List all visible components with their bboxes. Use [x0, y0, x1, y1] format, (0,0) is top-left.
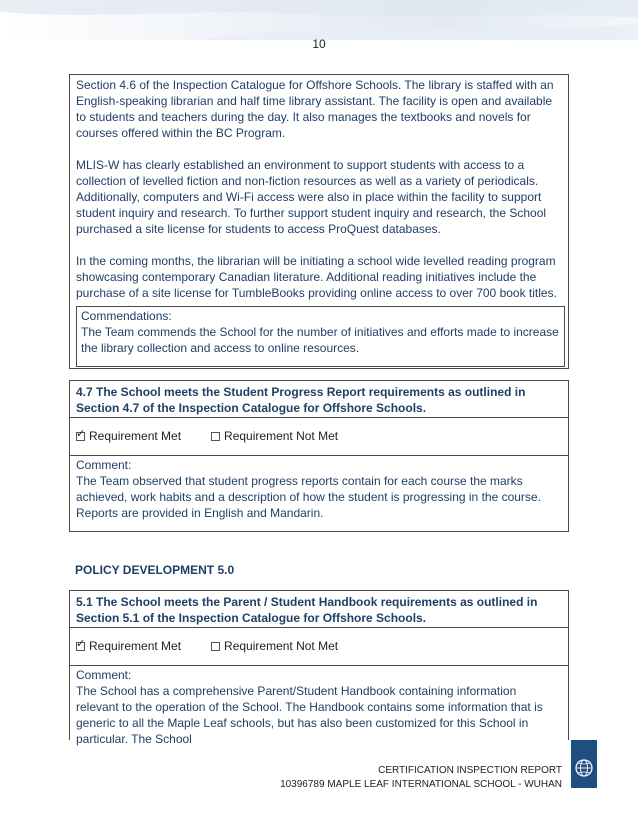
requirement-met-label: Requirement Met: [89, 639, 182, 653]
requirement-not-met-option[interactable]: [211, 639, 338, 653]
commendations-text: The Team commends the School for the number of initiatives and efforts made to increase the library collection and access to online resources.: [81, 325, 559, 355]
policy-development-title: POLICY DEVELOPMENT 5.0: [75, 563, 235, 577]
requirement-not-met-label: Requirement Not Met: [224, 429, 339, 443]
divider: [70, 417, 568, 418]
divider: [70, 627, 568, 628]
requirement-not-met-option[interactable]: [211, 429, 338, 443]
library-paragraph-3: In the coming months, the librarian will be initiating a school wide levelled reading program showcasing contemporary Canadian literature. Additional reading initiatives include the purchase of a site license for TumbleBooks providing online access to over 700 book titles.: [76, 254, 557, 300]
section-5-1-box: [69, 590, 569, 746]
globe-logo: [571, 740, 597, 788]
section-4-7-comment-label: Comment:: [76, 458, 132, 472]
section-4-7-box: [69, 380, 569, 532]
library-paragraph-1: Section 4.6 of the Inspection Catalogue for Offshore Schools. The library is staffed with an English-speaking librarian and half time library assistant. The facility is open and available to students and teachers during the day. It also manages the textbooks and novels for courses offered within the BC Program.: [76, 78, 554, 140]
section-4-7-requirement-row: [76, 429, 368, 443]
library-section-box: [69, 74, 569, 369]
commendations-box: [76, 306, 565, 367]
section-5-1-comment-label: Comment:: [76, 668, 132, 682]
section-4-7-comment-text: The Team observed that student progress reports contain for each course the marks achieved, work habits and a description of how the student is progressing in the course. Reports are provided in English and Mandarin.: [76, 474, 541, 520]
requirement-met-option[interactable]: [76, 429, 181, 443]
checkbox-unchecked-icon[interactable]: [211, 642, 220, 651]
section-5-1-requirement-row: [76, 639, 368, 653]
section-5-1-heading: 5.1 The School meets the Parent / Student Handbook requirements as outlined in Section 5.1 of the Inspection Catalogue for Offshore Schools.: [76, 595, 538, 625]
requirement-met-label: Requirement Met: [89, 429, 182, 443]
requirement-met-option[interactable]: [76, 639, 181, 653]
globe-icon: [571, 740, 597, 788]
header-decoration: [0, 0, 638, 40]
requirement-not-met-label: Requirement Not Met: [224, 639, 339, 653]
header-band: [0, 0, 638, 40]
section-4-7-heading: 4.7 The School meets the Student Progress Report requirements as outlined in Section 4.7 of the Inspection Catalogue for Offshore Schools.: [76, 385, 526, 415]
divider: [70, 455, 568, 456]
checkbox-unchecked-icon[interactable]: [211, 432, 220, 441]
divider: [70, 665, 568, 666]
section-5-1-comment-text: The School has a comprehensive Parent/Student Handbook containing information relevant to the operation of the School. The Handbook contains some information that is generic to all the Maple Leaf schools, but has also been customized for this School in particular. The School: [76, 684, 543, 746]
footer-report-title: CERTIFICATION INSPECTION REPORT: [378, 765, 562, 776]
footer-school-name: 10396789 MAPLE LEAF INTERNATIONAL SCHOOL - WUHAN: [280, 779, 562, 790]
checkbox-checked-icon[interactable]: ✓: [76, 637, 86, 650]
checkbox-checked-icon[interactable]: ✓: [76, 427, 86, 440]
commendations-label: Commendations:: [81, 309, 172, 323]
library-paragraph-2: MLIS-W has clearly established an environment to support students with access to a collection of levelled fiction and non-fiction resources as well as a variety of periodicals. Additionally, computers and Wi-Fi access were also in place within the facility to support student inquiry and research. To further support student inquiry and research, the School purchased a site license for students to access ProQuest databases.: [76, 158, 547, 236]
page-number: 10: [312, 37, 326, 51]
